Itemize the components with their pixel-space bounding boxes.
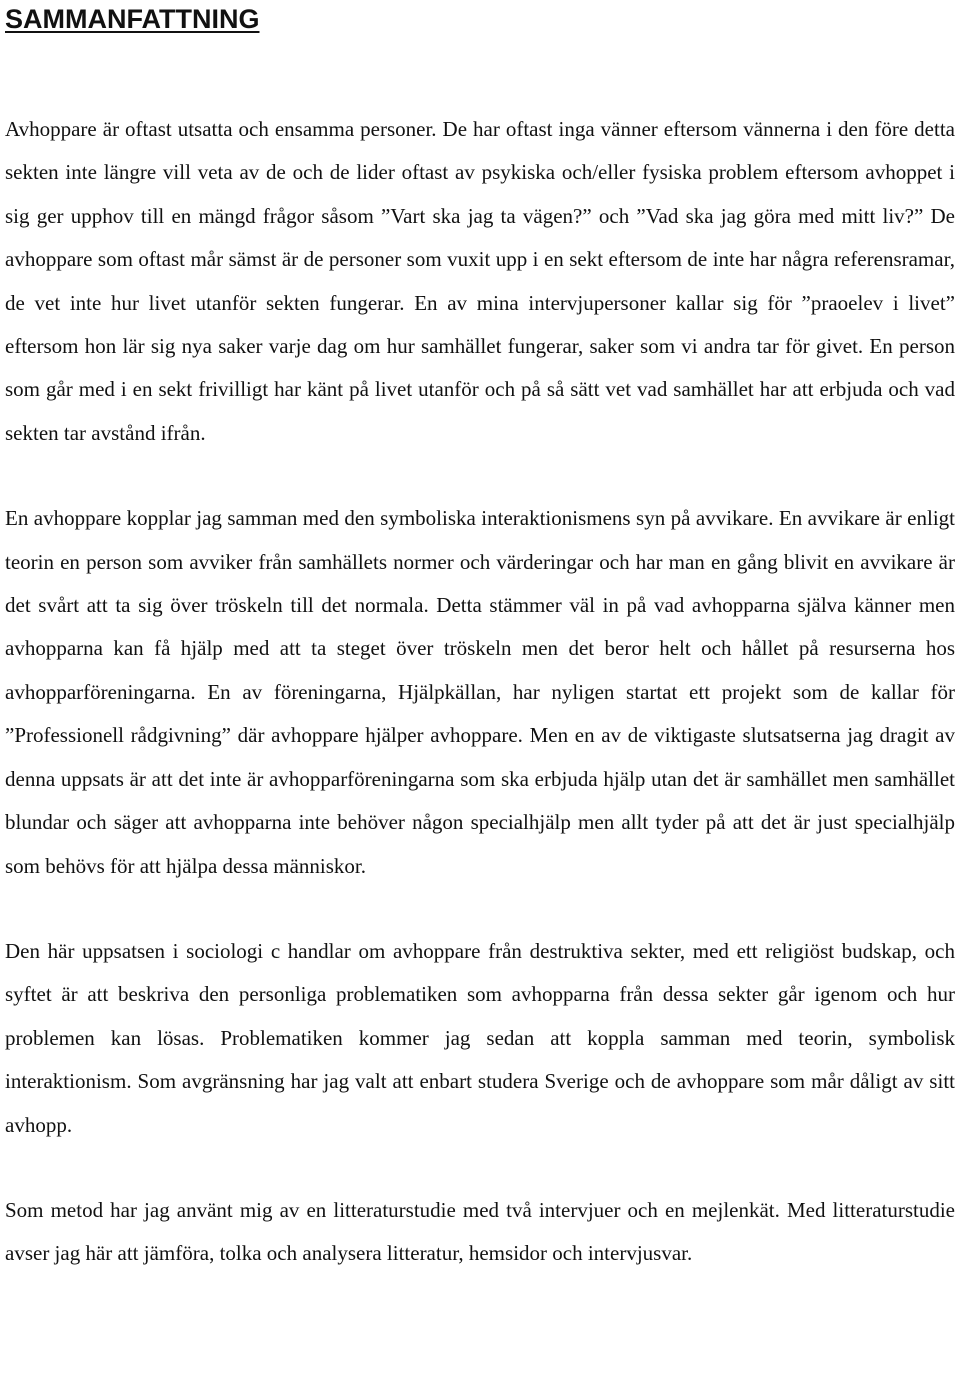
paragraph-1: Avhoppare är oftast utsatta och ensamma personer. De har oftast inga vänner eftersom vännerna i den före detta sekten inte längre vill veta av de och de lider oftast av psykiska och/eller fysiska problem eftersom avhoppet i sig ger upphov till en mängd frågor såsom ”Vart ska jag ta vägen?” och ”Vad ska jag göra med mitt liv?” De avhoppare som oftast mår sämst är de personer som vuxit upp i en sekt eftersom de inte har några referensramar, de vet inte hur livet utanför sekten fungerar. En av mina intervjupersoner kallar sig för ”praoelev i livet” eftersom hon lär sig nya saker varje dag om hur samhället fungerar, saker som vi andra tar för givet. En person som går med i en sekt frivilligt har känt på livet utanför och på så sätt vet vad samhället har att erbjuda och vad sekten tar avstånd ifrån. [5, 117, 955, 445]
document-page [5, 0, 955, 1276]
paragraph-4: Som metod har jag använt mig av en litteraturstudie med två intervjuer och en mejlenkät. Med litteraturstudie avser jag här att jämföra, tolka och analysera litteratur, hemsidor och intervjusvar. [5, 1197, 955, 1266]
page-title: SAMMANFATTNING [5, 4, 260, 34]
paragraph-2: En avhoppare kopplar jag samman med den symboliska interaktionismens syn på avvikare. En avvikare är enligt teorin en person som avviker från samhällets normer och värderingar och har man en gång blivit en avvikare är det svårt att ta sig över tröskeln till det normala. Detta stämmer väl in på vad avhopparna själva känner men avhopparna kan få hjälp med att ta steget över tröskeln men det beror helt och hållet på resurserna hos avhopparföreningarna. En av föreningarna, Hjälpkällan, har nyligen startat ett projekt som de kallar för ”Professionell rådgivning” där avhoppare hjälper avhoppare. Men en av de viktigaste slutsatserna jag dragit av denna uppsats är att det inte är avhopparföreningarna som ska erbjuda hjälp utan det är samhället men samhället blundar och säger att avhopparna inte behöver någon specialhjälp men allt tyder på att det är just specialhjälp som behövs för att hjälpa dessa människor. [5, 506, 955, 878]
paragraph-3: Den här uppsatsen i sociologi c handlar om avhoppare från destruktiva sekter, med ett religiöst budskap, och syftet är att beskriva den personliga problematiken som avhopparna från dessa sekter går igenom och hur problemen kan lösas. Problematiken kommer jag sedan att koppla samman med teorin, symbolisk interaktionism. Som avgränsning har jag valt att enbart studera Sverige och de avhoppare som mår dåligt av sitt avhopp. [5, 938, 955, 1137]
